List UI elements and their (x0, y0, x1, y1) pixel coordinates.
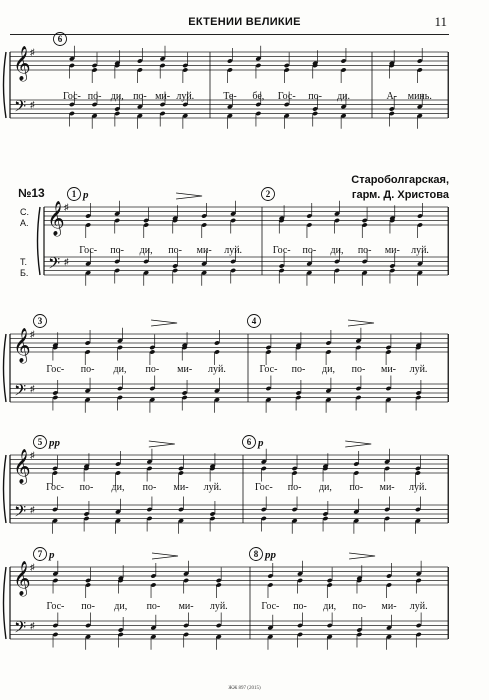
dynamic-mark: p (49, 549, 55, 561)
lyric-syllable: ми- (178, 601, 194, 612)
lyric-syllable: ди. (337, 91, 351, 102)
sharp-icon: ♯ (30, 450, 35, 460)
treble-staff (10, 455, 448, 473)
rehearsal-number: 1 (71, 189, 77, 199)
lyric-syllable: ми- (379, 482, 395, 493)
bass-staff (10, 621, 448, 639)
lyric-syllable: ди, (330, 245, 344, 256)
bass-staff (44, 257, 448, 275)
dynamic-mark: pp (265, 549, 276, 561)
lyric-syllable: ди, (322, 364, 335, 375)
sharp-icon: ♯ (30, 47, 35, 57)
bass-staff (10, 505, 448, 523)
lyric-syllable: луй. (409, 601, 428, 612)
treble-staff (44, 207, 448, 225)
sharp-icon: ♯ (30, 620, 35, 631)
lyric-syllable: по- (357, 245, 372, 256)
sharp-icon: ♯ (30, 383, 35, 394)
bass-staff (10, 384, 448, 402)
voice-label-soprano: С. (20, 207, 29, 217)
sharp-icon: ♯ (30, 504, 35, 515)
lyric-syllable: Гос- (272, 245, 291, 256)
lyric-syllable: ди, (139, 245, 153, 256)
lyric-syllable: бе, (252, 91, 265, 102)
lyric-syllable: ди, (318, 482, 332, 493)
treble-staff (10, 567, 448, 585)
page-number: 11 (434, 14, 447, 29)
voice-label-alto: А. (20, 218, 29, 228)
rehearsal-number: 6 (57, 34, 63, 44)
running-title: ЕКТЕНИИ ВЕЛИКИЕ (188, 16, 301, 28)
lyric-syllable: Гос- (46, 482, 64, 493)
lyric-syllable: по- (352, 601, 367, 612)
voice-label-tenor: Т. (20, 257, 28, 267)
lyric-syllable: по- (168, 245, 182, 256)
rehearsal-number: 8 (253, 549, 259, 559)
rehearsal-number: 5 (37, 437, 43, 447)
rehearsal-number: 7 (37, 549, 43, 559)
voice-label-bass: Б. (20, 268, 29, 278)
lyric-syllable: луй. (411, 245, 429, 256)
lyric-syllable: по- (349, 482, 364, 493)
sharp-icon: ♯ (30, 562, 35, 572)
lyric-syllable: ди, (110, 91, 124, 102)
lyric-syllable: по- (81, 601, 95, 612)
system-brace (4, 455, 7, 523)
lyric-syllable: Гос- (254, 482, 273, 493)
treble-clef-icon: 𝄞 (13, 329, 31, 362)
sharp-icon: ♯ (30, 329, 35, 339)
rehearsal-number: 6 (246, 437, 252, 447)
system-brace (4, 52, 7, 118)
sharp-icon: ♯ (64, 256, 69, 267)
rehearsal-number: 4 (251, 316, 257, 326)
footer-code: ЖЖ 897 (2015) (228, 686, 261, 691)
rehearsal-number: 3 (37, 316, 43, 326)
decrescendo-hairpin (349, 553, 375, 559)
lyric-syllable: по- (133, 91, 147, 102)
lyric-syllable: по- (302, 245, 317, 256)
lyric-syllable: по- (145, 364, 160, 375)
bass-clef-icon: 𝄢 (14, 98, 27, 120)
bass-clef-icon: 𝄢 (14, 503, 27, 525)
lyric-syllable: ми- (384, 245, 400, 256)
lyric-syllable: А- (386, 91, 398, 102)
system-brace (4, 567, 7, 639)
lyric-syllable: по- (79, 482, 94, 493)
treble-staff (10, 334, 448, 352)
lyric-syllable: ди, (114, 601, 128, 612)
lyric-syllable: по- (110, 245, 124, 256)
bass-clef-icon: 𝄢 (14, 619, 27, 641)
lyric-syllable: ми- (155, 91, 171, 102)
lyric-syllable: Гос- (46, 601, 65, 612)
lyric-syllable: по- (287, 482, 302, 493)
lyric-syllable: по- (142, 482, 157, 493)
arranger-line: гарм. Д. Христова (351, 189, 449, 201)
system-brace (38, 207, 41, 275)
lyric-syllable: Гос- (261, 601, 280, 612)
lyric-syllable: Гос- (46, 364, 65, 375)
lyric-syllable: ди, (323, 601, 337, 612)
lyric-syllable: Гос- (259, 364, 278, 375)
lyric-syllable: по- (80, 364, 95, 375)
lyric-syllable: по- (308, 91, 322, 102)
lyric-syllable: ди, (113, 364, 127, 375)
lyric-syllable: луй. (176, 91, 195, 102)
source-line: Староболгарская, (351, 174, 449, 186)
lyric-syllable: Гос- (79, 245, 98, 256)
treble-clef-icon: 𝄞 (13, 562, 31, 595)
lyric-syllable: Те- (223, 91, 237, 102)
decrescendo-hairpin (149, 441, 175, 447)
decrescendo-hairpin (348, 320, 374, 326)
lyric-syllable: ди, (111, 482, 125, 493)
lyric-syllable: минь. (407, 91, 432, 102)
treble-clef-icon: 𝄞 (13, 47, 31, 80)
decrescendo-hairpin (176, 193, 202, 199)
decrescendo-hairpin (152, 553, 178, 559)
lyric-syllable: луй. (409, 482, 427, 493)
lyric-syllable: по- (291, 364, 306, 375)
lyric-syllable: ми- (196, 245, 212, 256)
dynamic-mark: p (258, 437, 264, 449)
lyric-syllable: луй. (203, 482, 222, 493)
sharp-icon: ♯ (64, 202, 69, 212)
rehearsal-number: 2 (265, 189, 271, 199)
lyric-syllable: по- (293, 601, 307, 612)
lyric-syllable: ми- (381, 601, 397, 612)
dynamic-mark: p (83, 189, 89, 201)
lyric-syllable: по- (146, 601, 161, 612)
dynamic-mark: pp (49, 437, 60, 449)
bass-clef-icon: 𝄢 (48, 255, 61, 277)
lyric-syllable: луй. (209, 601, 228, 612)
treble-clef-icon: 𝄞 (47, 202, 65, 235)
lyric-syllable: по- (351, 364, 366, 375)
lyric-syllable: Гос- (277, 91, 296, 102)
system-brace (4, 334, 7, 402)
bass-clef-icon: 𝄢 (14, 382, 27, 404)
lyric-syllable: луй. (224, 245, 243, 256)
piece-number: №13 (18, 186, 45, 200)
lyric-syllable: Гос- (62, 91, 81, 102)
sharp-icon: ♯ (30, 99, 35, 110)
lyric-syllable: луй. (409, 364, 428, 375)
treble-clef-icon: 𝄞 (13, 450, 31, 483)
decrescendo-hairpin (151, 320, 177, 326)
lyric-syllable: луй. (208, 364, 226, 375)
lyric-syllable: ми- (177, 364, 193, 375)
lyric-syllable: ми- (173, 482, 189, 493)
lyric-syllable: ми- (380, 364, 397, 375)
decrescendo-hairpin (345, 441, 371, 447)
lyric-syllable: по- (87, 91, 102, 102)
